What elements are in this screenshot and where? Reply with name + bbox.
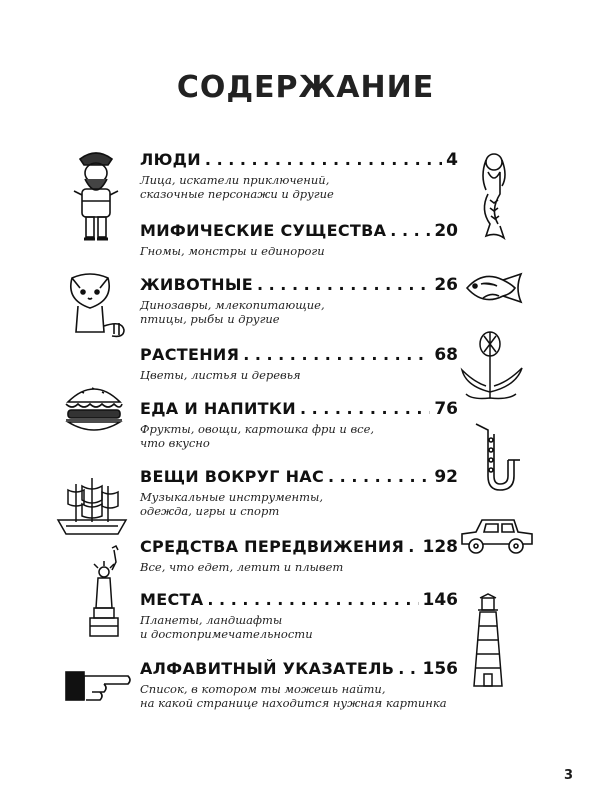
page-number: 3 — [563, 768, 573, 783]
entry-title: МИФИЧЕСКИЕ СУЩЕСТВА — [140, 221, 387, 240]
burger-icon — [62, 382, 126, 436]
entry-page: 128 — [422, 537, 458, 557]
toc-entry-index[interactable] — [140, 659, 458, 710]
entry-page: 76 — [434, 399, 458, 419]
entry-description: Список, в котором ты можешь найти, на какой странице находится нужная картинка — [140, 682, 447, 710]
entry-page: 26 — [434, 275, 458, 295]
entry-title: ВЕЩИ ВОКРУГ НАС — [140, 467, 325, 486]
entry-title: МЕСТА — [140, 590, 204, 609]
toc-entry-food[interactable] — [140, 399, 458, 450]
entry-title: АЛФАВИТНЫЙ УКАЗАТЕЛЬ — [140, 659, 395, 678]
entry-description: Гномы, монстры и единороги — [140, 244, 325, 258]
toc-entry-things[interactable] — [140, 467, 458, 518]
entry-title: ЖИВОТНЫЕ — [140, 275, 253, 294]
pointing-hand-icon — [64, 668, 134, 704]
fish-icon — [463, 268, 527, 308]
entry-page: 92 — [434, 467, 458, 487]
entry-title: ЛЮДИ — [140, 150, 201, 169]
leader-dots — [300, 399, 430, 418]
entry-page: 4 — [446, 150, 458, 170]
leader-dots — [390, 221, 430, 240]
lighthouse-icon — [466, 594, 510, 690]
entry-description: Лица, искатели приключений, сказочные персонажи и другие — [140, 173, 334, 201]
leader-dots — [257, 275, 430, 294]
ship-icon — [56, 476, 128, 540]
toc-entry-animals[interactable] — [140, 275, 458, 326]
mermaid-icon — [474, 150, 518, 242]
pirate-icon — [68, 145, 124, 245]
leader-dots — [207, 590, 418, 609]
entry-page: 20 — [434, 221, 458, 241]
leader-dots — [398, 659, 418, 678]
leader-dots — [408, 537, 418, 556]
page-title: СОДЕРЖАНИЕ — [176, 70, 435, 105]
leader-dots — [243, 345, 430, 364]
toc-entry-places[interactable] — [140, 590, 458, 641]
entry-title: СРЕДСТВА ПЕРЕДВИЖЕНИЯ — [140, 537, 405, 556]
entry-page: 68 — [434, 345, 458, 365]
leader-dots — [205, 150, 442, 169]
entry-page: 146 — [422, 590, 458, 610]
toc-entry-plants[interactable] — [140, 345, 458, 382]
entry-description: Фрукты, овощи, картошка фри и все, что вкусно — [140, 422, 375, 450]
statue-of-liberty-icon — [86, 548, 126, 640]
saxophone-icon — [470, 420, 520, 496]
toc-entry-mythical[interactable] — [140, 221, 458, 258]
entry-description: Все, что едет, летит и плывет — [140, 560, 344, 574]
entry-description: Цветы, листья и деревья — [140, 368, 301, 382]
entry-title: ЕДА И НАПИТКИ — [140, 399, 296, 418]
entry-page: 156 — [422, 659, 458, 679]
entry-description: Музыкальные инструменты, одежда, игры и спорт — [140, 490, 323, 518]
entry-title: РАСТЕНИЯ — [140, 345, 240, 364]
red-panda-icon — [66, 270, 130, 340]
dandelion-icon — [458, 330, 526, 402]
leader-dots — [328, 467, 430, 486]
car-icon — [458, 514, 538, 558]
toc-entry-people[interactable] — [140, 150, 458, 201]
toc-entry-transport[interactable] — [140, 537, 458, 574]
entry-description: Динозавры, млекопитающие, птицы, рыбы и другие — [140, 298, 325, 326]
entry-description: Планеты, ландшафты и достопримечательности — [140, 613, 313, 641]
